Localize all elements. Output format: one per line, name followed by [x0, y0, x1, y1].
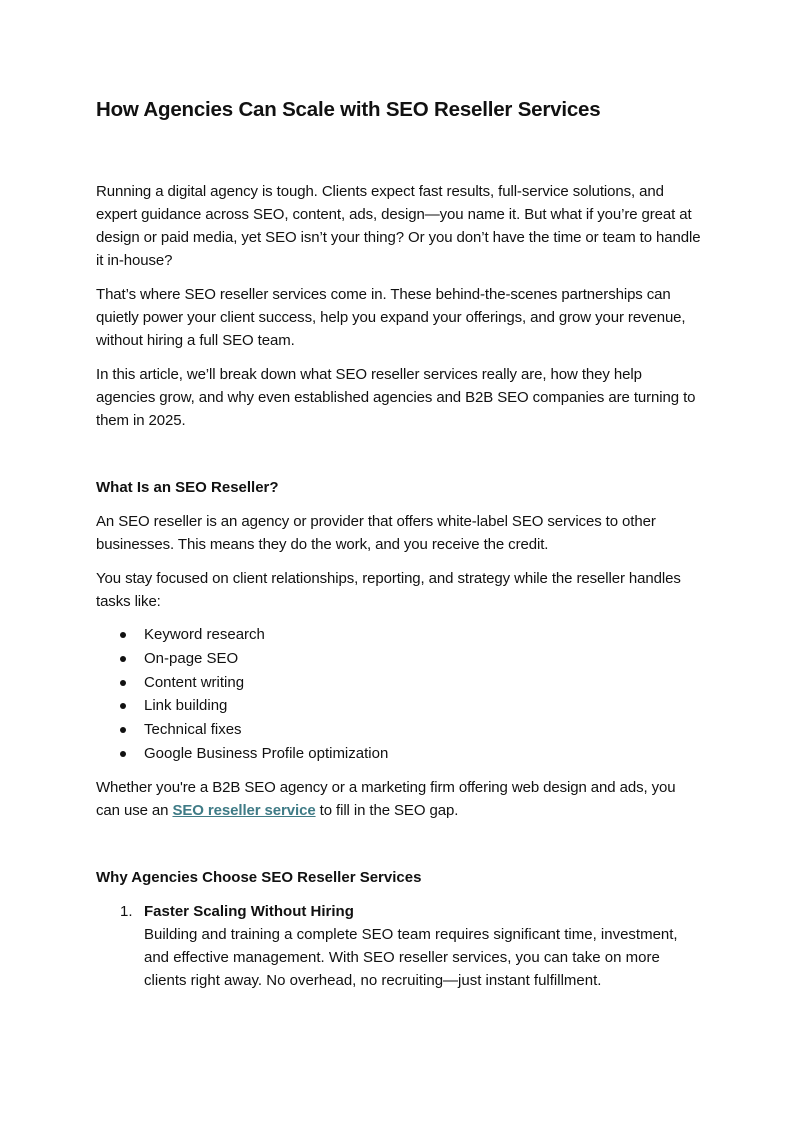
bullet-icon — [120, 751, 126, 757]
tasks-list — [96, 623, 702, 766]
bullet-icon — [120, 727, 126, 733]
bullet-icon — [120, 632, 126, 638]
intro-paragraph-2: That’s where SEO reseller services come in. These behind-the-scenes partnerships can quietly power your client success, help you expand your offerings, and grow your revenue, without hiring a full SEO team. — [96, 286, 686, 349]
list-item-title: Faster Scaling Without Hiring — [144, 902, 354, 920]
list-item: Google Business Profile optimization — [96, 742, 702, 766]
section1-paragraph-1: An SEO reseller is an agency or provider that offers white-label SEO services to other businesses. This means they do the work, and you receive the credit. — [96, 513, 656, 553]
list-item: Keyword research — [96, 623, 702, 647]
reasons-list — [96, 900, 702, 992]
seo-reseller-service-link[interactable]: SEO reseller service — [172, 801, 316, 819]
list-item-body: Building and training a complete SEO team requires significant time, investment, and effective management. With SEO reseller services, you can take on more clients right away. No overhead, no recruiting—just instant fulfillment. — [144, 925, 678, 989]
section-heading-what-is: What Is an SEO Reseller? — [96, 479, 279, 496]
bullet-icon — [120, 680, 126, 686]
list-item: On-page SEO — [96, 647, 702, 671]
section1-paragraph-2: You stay focused on client relationships, reporting, and strategy while the reseller handles tasks like: — [96, 570, 681, 610]
bullet-icon — [120, 656, 126, 662]
bullet-icon — [120, 703, 126, 709]
list-item: Link building — [96, 694, 702, 718]
intro-paragraph-1: Running a digital agency is tough. Clients expect fast results, full-service solutions, and expert guidance across SEO, content, ads, design—you name it. But what if you’re great at design or paid media, yet SEO isn’t your thing? Or you don’t have the time or team to handle it in-house? — [96, 183, 701, 269]
section-heading-why-agencies: Why Agencies Choose SEO Reseller Services — [96, 868, 422, 886]
list-number: 1. — [120, 902, 133, 920]
section1-closing-paragraph: Whether you're a B2B SEO agency or a marketing firm offering web design and ads, you can use an SEO reseller service to fill in the SEO gap. — [96, 778, 676, 819]
page-title: How Agencies Can Scale with SEO Reseller Services — [96, 98, 601, 121]
list-item: Technical fixes — [96, 718, 702, 742]
intro-paragraph-3: In this article, we’ll break down what SEO reseller services really are, how they help agencies grow, and why even established agencies and B2B SEO companies are turning to them in 2025. — [96, 366, 696, 429]
list-item — [96, 900, 702, 992]
list-item: Content writing — [96, 671, 702, 695]
document-page — [96, 96, 702, 992]
